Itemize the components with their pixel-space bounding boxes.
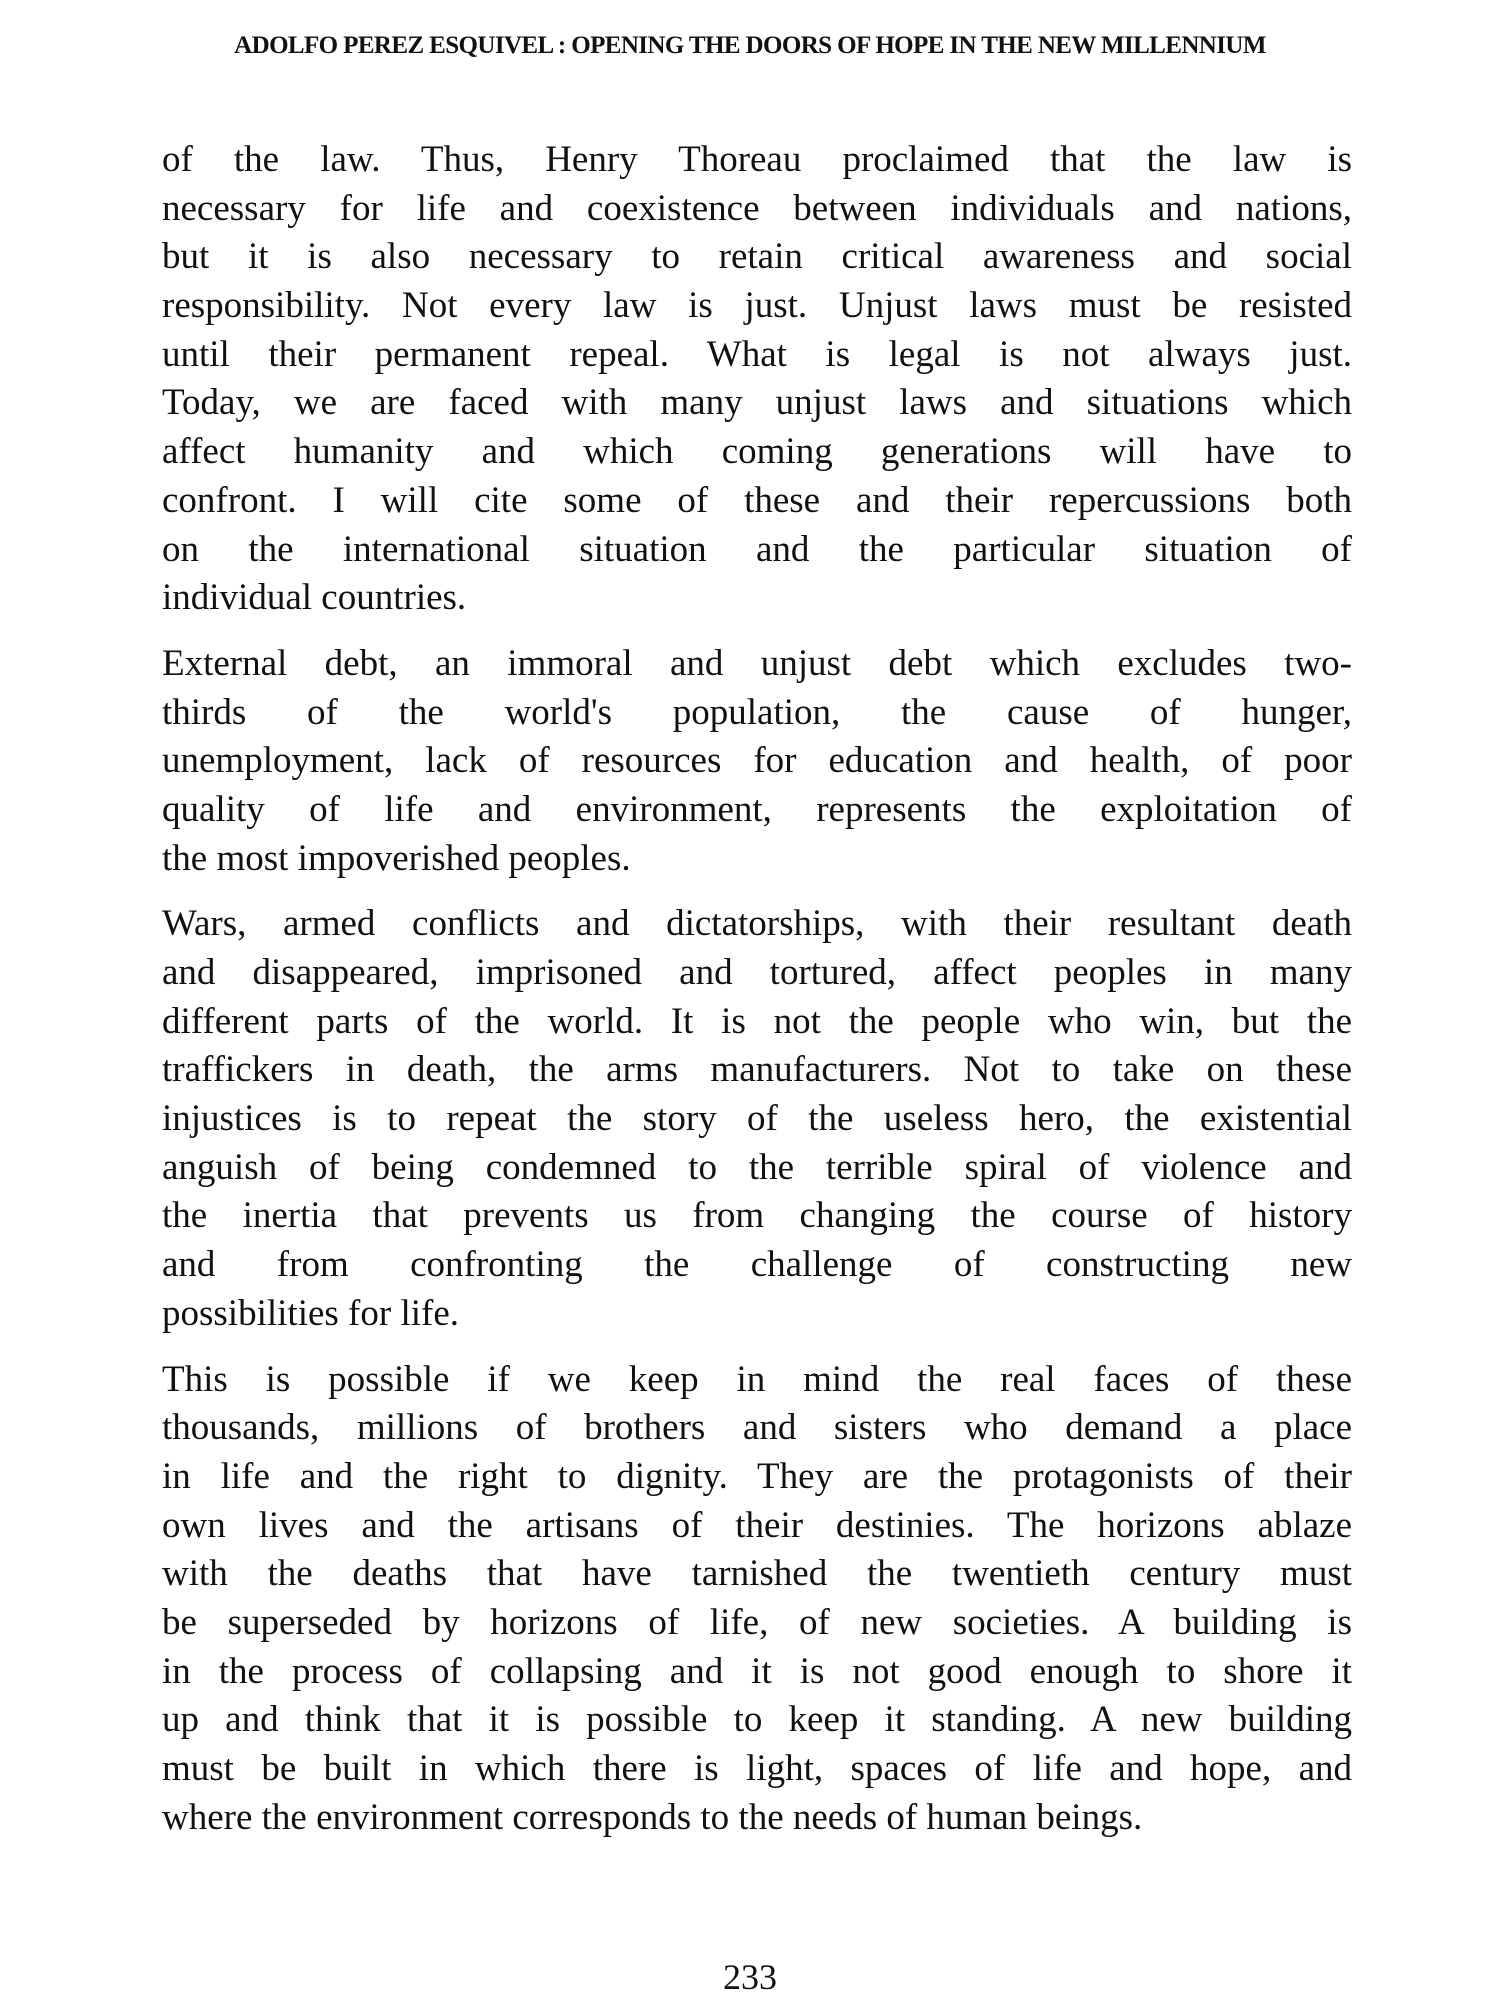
text-line: thirds of the world's population, the cause of hunger,	[162, 691, 1352, 733]
text-line: possibilities for life.	[162, 1292, 459, 1334]
text-line: anguish of being condemned to the terrible spiral of violence and	[162, 1146, 1352, 1188]
text-line: quality of life and environment, represents the exploitation of	[162, 788, 1352, 830]
paragraph	[162, 900, 1352, 1338]
text-line: where the environment corresponds to the needs of human beings.	[162, 1796, 1143, 1838]
text-line: traffickers in death, the arms manufacturers. Not to take on these	[162, 1049, 1352, 1091]
text-line: the inertia that prevents us from changing the course of history	[162, 1195, 1352, 1237]
paragraph	[162, 1356, 1352, 1843]
page-number: 233	[723, 1957, 777, 1997]
text-line: This is possible if we keep in mind the real faces of these	[162, 1358, 1352, 1400]
text-line: until their permanent repeal. What is legal is not always just.	[162, 333, 1352, 375]
paragraph	[162, 136, 1352, 623]
text-line: unemployment, lack of resources for education and health, of poor	[162, 740, 1352, 782]
body-text	[162, 136, 1352, 1859]
text-line: individual countries.	[162, 577, 467, 619]
text-line: with the deaths that have tarnished the twentieth century must	[162, 1553, 1352, 1595]
text-line: in life and the right to dignity. They are the protagonists of their	[162, 1455, 1352, 1497]
text-line: thousands, millions of brothers and sisters who demand a place	[162, 1407, 1352, 1449]
text-line: the most impoverished peoples.	[162, 837, 631, 879]
text-line: and disappeared, imprisoned and tortured, affect peoples in many	[162, 952, 1352, 993]
text-line: injustices is to repeat the story of the useless hero, the existential	[162, 1098, 1352, 1140]
text-line: in the process of collapsing and it is not good enough to shore it	[162, 1650, 1352, 1692]
text-line: Today, we are faced with many unjust laws and situations which	[162, 382, 1352, 424]
paragraph	[162, 640, 1352, 883]
running-header: ADOLFO PEREZ ESQUIVEL : OPENING THE DOORS OF HOPE IN THE NEW MILLENNIUM	[234, 32, 1266, 59]
text-line: responsibility. Not every law is just. Unjust laws must be resisted	[162, 285, 1352, 327]
text-line: but it is also necessary to retain critical awareness and social	[162, 236, 1352, 278]
text-line: Wars, armed conflicts and dictatorships, with their resultant death	[162, 903, 1352, 945]
text-line: up and think that it is possible to keep it standing. A new building	[162, 1699, 1352, 1741]
text-line: affect humanity and which coming generations will have to	[162, 431, 1352, 473]
text-line: of the law. Thus, Henry Thoreau proclaimed that the law is	[162, 139, 1352, 180]
text-line: must be built in which there is light, spaces of life and hope, and	[162, 1748, 1352, 1789]
text-line: be superseded by horizons of life, of new societies. A building is	[162, 1601, 1352, 1643]
text-line: External debt, an immoral and unjust debt which excludes two-	[162, 642, 1352, 684]
text-line: confront. I will cite some of these and their repercussions both	[162, 479, 1352, 521]
text-line: on the international situation and the particular situation of	[162, 528, 1352, 570]
text-line: necessary for life and coexistence between individuals and nations,	[162, 187, 1352, 229]
text-line: and from confronting the challenge of constructing new	[162, 1244, 1352, 1286]
text-line: own lives and the artisans of their destinies. The horizons ablaze	[162, 1504, 1352, 1546]
text-line: different parts of the world. It is not the people who win, but the	[162, 1000, 1352, 1042]
